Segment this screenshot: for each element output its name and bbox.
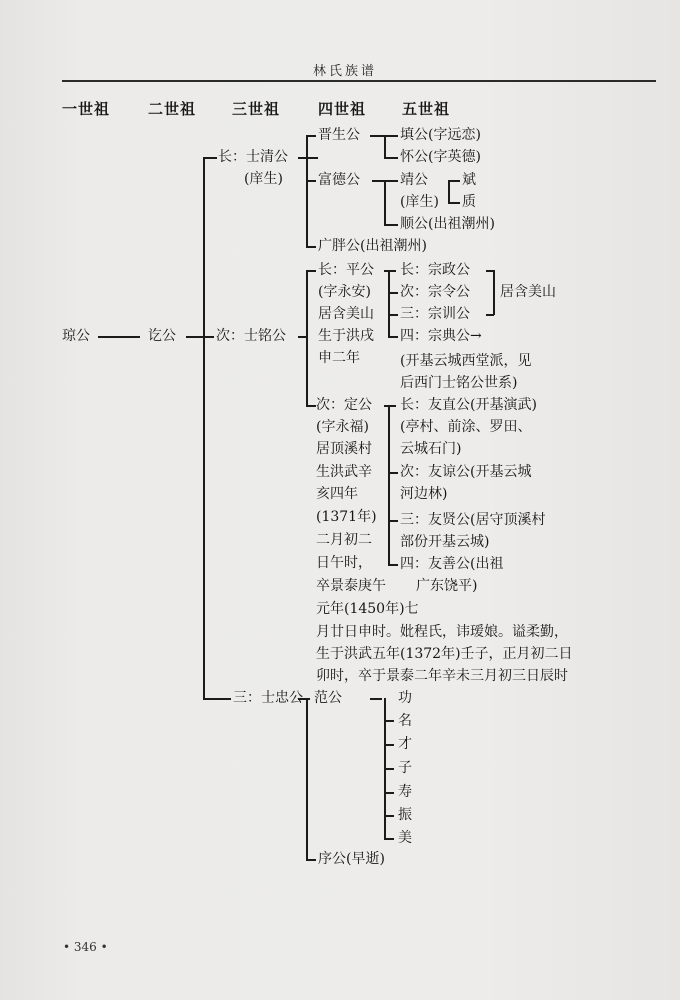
ancestor-gen5-zi: 子: [398, 760, 412, 776]
ancestor-gen4-jinsheng: 晋生公: [318, 127, 360, 143]
header-rule: [62, 80, 656, 82]
ancestor-gen5-shou: 寿: [398, 784, 412, 800]
ancestor-gen5-youxian: 三：友贤公(居守顶溪村: [400, 512, 546, 528]
ancestor-gen6-bin: 斌: [462, 172, 476, 188]
ancestor-gen5-zhen: 振: [398, 807, 412, 823]
biography-line: 月廿日申时。妣程氏，讳瑷娘。谥柔勤，: [316, 624, 568, 640]
ancestor-gen5-huai: 怀公(字英德): [400, 149, 481, 165]
ancestor-gen5-jing: 靖公: [400, 172, 428, 188]
running-header-title: 林氏族谱: [312, 64, 377, 79]
ancestor-gen4-ding-note: 生洪武辛: [316, 464, 372, 480]
ancestor-gen4-ping: 长：平公: [318, 262, 374, 278]
ancestor-gen3-shiqing: 长：士清公: [218, 149, 288, 165]
ancestor-gen5-zongdian: 四：宗典公→: [400, 328, 482, 344]
ancestor-gen5-youliang-note: 河边林): [400, 486, 448, 502]
ancestor-gen5-zongxun: 三：宗训公: [400, 306, 470, 322]
ancestor-gen4-ping-note: 申二年: [318, 350, 360, 366]
generation-heading-1: 一世祖: [62, 100, 111, 118]
ancestor-gen4-fan: 范公: [314, 690, 342, 706]
ancestor-gen4-ding-note: 卒景泰庚午: [316, 578, 386, 594]
ancestor-gen5-youxian-note: 部份开基云城): [400, 534, 490, 550]
ancestor-gen5-zongzheng: 长：宗政公: [400, 262, 470, 278]
ancestor-gen4-ding-note: 元年(1450年)七: [316, 601, 419, 617]
ancestor-gen4-ding-note: 亥四年: [316, 486, 358, 502]
ancestor-gen5-zongling: 次：宗令公: [400, 284, 470, 300]
ancestor-gen5-zongdian-note: 后西门士铭公世系): [400, 375, 518, 391]
ancestor-gen5-zongdian-note: (开基云城西堂派，见: [400, 353, 532, 369]
generation-heading-4: 四世祖: [318, 100, 367, 118]
page-number: • 346 •: [63, 940, 108, 954]
ancestor-gen5-shun: 顺公(出祖潮州): [400, 216, 495, 232]
ancestor-gen3-shizhong: 三：士忠公: [233, 690, 303, 706]
ancestor-gen5-youzhi-note: 云城石门): [400, 441, 462, 457]
ancestor-gen5-cai: 才: [398, 736, 412, 752]
ancestor-gen5-youzhi-note: (亭村、前涂、罗田、: [400, 419, 532, 435]
ancestor-gen4-ding-note: 日午时，: [316, 555, 372, 571]
ancestor-gen4-ping-note: 生于洪戌: [318, 328, 374, 344]
ancestor-gen4-ding-note: 二月初二: [316, 532, 372, 548]
ancestor-gen2-qi: 讫公: [148, 328, 176, 344]
ancestor-gen4-ping-note: (字永安): [318, 284, 371, 300]
ancestor-gen4-ping-note: 居含美山: [318, 306, 374, 322]
ancestor-gen4-fude: 富德公: [318, 172, 360, 188]
ancestor-gen6-zhi: 质: [462, 194, 476, 210]
biography-line: 卯时，卒于景泰二年辛未三月初三日辰时: [316, 668, 568, 684]
ancestor-gen5-youliang: 次：友谅公(开基云城: [400, 464, 532, 480]
ancestor-gen4-xu: 序公(早逝): [318, 851, 385, 867]
ancestor-gen4-guangpang: 广胖公(出祖潮州): [318, 238, 427, 254]
ancestor-gen4-ding-note: (字永福): [316, 419, 369, 435]
generation-heading-3: 三世祖: [232, 100, 281, 118]
ancestor-gen5-youshan: 四：友善公(出祖: [400, 556, 504, 572]
ancestor-gen1-qiong: 琼公: [62, 328, 90, 344]
ancestor-gen5-ming: 名: [398, 713, 412, 729]
biography-line: 生于洪武五年(1372年)壬子，正月初二日: [316, 646, 573, 662]
ancestor-gen3-shiqing-note: (庠生): [244, 171, 283, 187]
ancestor-gen4-ding-note: 居顶溪村: [316, 441, 372, 457]
ancestor-gen5-mei: 美: [398, 830, 412, 846]
ancestor-gen5-gong: 功: [398, 690, 412, 706]
ancestor-gen5-youshan-note: 广东饶平): [416, 578, 478, 594]
ancestor-gen5-youzhi: 长：友直公(开基演武): [400, 397, 537, 413]
generation-heading-2: 二世祖: [148, 100, 197, 118]
residence-hanmeishan: 居含美山: [500, 284, 556, 300]
ancestor-gen4-ding-note: (1371年): [316, 509, 377, 525]
generation-heading-5: 五世祖: [402, 100, 451, 118]
ancestor-gen5-jing-note: (庠生): [400, 194, 439, 210]
ancestor-gen3-shiming: 次：士铭公: [216, 328, 286, 344]
ancestor-gen4-ding: 次：定公: [316, 397, 372, 413]
ancestor-gen5-tian: 填公(字远恋): [400, 127, 481, 143]
